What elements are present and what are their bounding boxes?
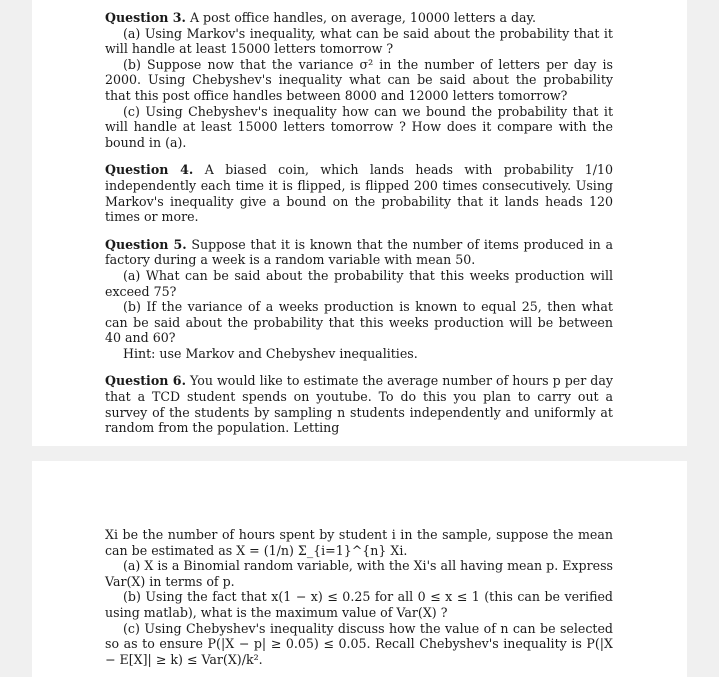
question-6: [105, 373, 613, 435]
page-1: [32, 0, 687, 446]
question-3: [105, 10, 613, 150]
question-4-text: A biased coin, which lands heads with probability 1/10 independently each time it is flipped, is flipped 200 times consecutively. Using Markov's inequality give a bound on the probability that it lands heads 120 times or more.: [105, 162, 613, 225]
question-5-heading: Question 5.: [105, 236, 187, 252]
question-6-part-a: (a) X is a Binomial random variable, with the Xi's all having mean p. Express Var(X) in terms of p.: [105, 558, 613, 589]
question-6-part-b: (b) Using the fact that x(1 − x) ≤ 0.25 for all 0 ≤ x ≤ 1 (this can be verified using matlab), what is the maximum value of Var(X) ?: [105, 589, 613, 620]
question-4-heading: Question 4.: [105, 162, 194, 178]
question-5: [105, 237, 613, 362]
question-3-intro: A post office handles, on average, 10000 letters a day.: [189, 10, 536, 25]
question-3-part-c: (c) Using Chebyshev's inequality how can we bound the probability that it will handle at least 15000 letters tomorrow ? How does it compare with the bound in (a).: [105, 103, 613, 150]
question-5-part-a: (a) What can be said about the probability that this weeks production will exceed 75?: [105, 267, 613, 299]
question-3-part-b: (b) Suppose now that the variance σ² in the number of letters per day is 2000. Using Chebyshev's inequality what can be said about the probability that this post office handles between 8000 and 12000 letters tomorrow?: [105, 56, 613, 103]
question-3-heading: Question 3.: [105, 10, 186, 25]
question-5-part-b: (b) If the variance of a weeks production is known to equal 25, then what can be said about the probability that this weeks production will be between 40 and 60?: [105, 299, 613, 346]
question-6-part-c: (c) Using Chebyshev's inequality discuss how the value of n can be selected so as to ensure P(|X − p| ≥ 0.05) ≤ 0.05. Recall Chebyshev's inequality is P(|X − E[X]| ≥ k) ≤ Var(X)/k².: [105, 620, 613, 667]
question-6-continued: [105, 527, 613, 667]
question-6-text: You would like to estimate the average number of hours p per day that a TCD student spends on youtube. To do this you plan to carry out a survey of the students by sampling n students independently and uniformly at random from the population. Letting: [105, 373, 613, 436]
question-3-part-a: (a) Using Markov's inequality, what can be said about the probability that it will handle at least 15000 letters tomorrow ?: [105, 25, 613, 57]
question-5-hint: Hint: use Markov and Chebyshev inequalities.: [123, 345, 418, 361]
question-6-continuation: Xi be the number of hours spent by student i in the sample, suppose the mean can be estimated as X = (1/n) Σ_{i=1}^{n} Xi.: [105, 527, 613, 558]
page-2: [32, 461, 687, 677]
question-6-heading: Question 6.: [105, 373, 186, 389]
question-4: [105, 162, 613, 224]
question-5-intro: Suppose that it is known that the number of items produced in a factory during a week is a random variable with mean 50.: [105, 236, 613, 268]
